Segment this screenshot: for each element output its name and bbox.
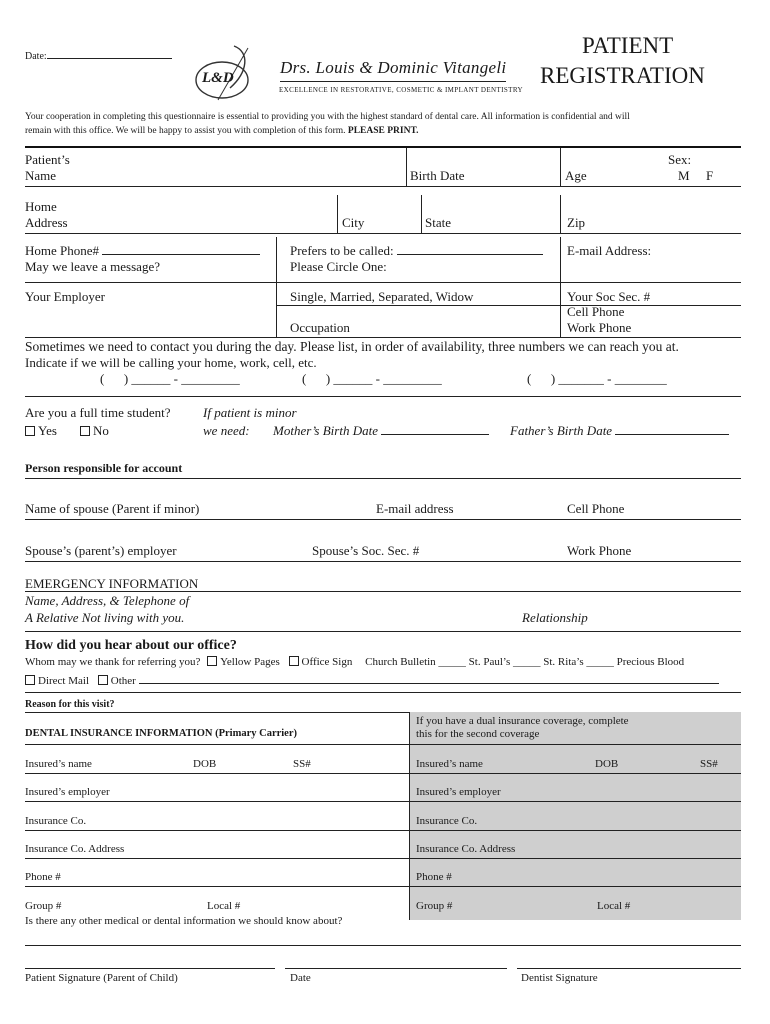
divider: [337, 195, 338, 233]
dentist-signature-line[interactable]: [517, 968, 741, 969]
student-no-option[interactable]: No: [80, 423, 109, 439]
date-signature-label: Date: [290, 972, 311, 984]
row-rule: [25, 396, 741, 397]
soc-sec-label: Your Soc Sec. #: [567, 289, 651, 304]
student-yes-option[interactable]: Yes: [25, 423, 57, 439]
row-rule: [25, 337, 741, 338]
referral-heading: How did you hear about our office?: [25, 638, 237, 653]
mother-birth-date-field[interactable]: [381, 423, 489, 435]
date-signature-line[interactable]: [285, 968, 507, 969]
city-label: City: [342, 215, 365, 230]
student-question: Are you a full time student?: [25, 405, 171, 420]
other-option[interactable]: Other: [98, 675, 136, 687]
spouse-name-label: Name of spouse (Parent if minor): [25, 501, 200, 516]
sex-option-m[interactable]: M: [678, 168, 690, 183]
sex-label: Sex:: [668, 152, 692, 167]
row-rule: [25, 773, 741, 774]
work-phone-label: Work Phone: [567, 320, 632, 335]
leave-message-label: May we leave a message?: [25, 259, 160, 274]
zip-label: Zip: [567, 215, 586, 230]
responsible-work-phone-label: Work Phone: [567, 543, 632, 558]
divider: [560, 195, 561, 233]
contact-instructions-line1: Sometimes we need to contact you during the day. Please list, in order of availability, three numbers we can reach you at.: [25, 339, 679, 354]
insured-employer-label-secondary: Insured’s employer: [416, 786, 501, 798]
insurance-co-label: Insurance Co.: [25, 815, 87, 827]
row-rule: [25, 744, 741, 745]
row-rule: [25, 233, 741, 234]
spouse-ss-label: Spouse’s Soc. Sec. #: [312, 543, 420, 558]
phone-label: Phone #: [25, 871, 61, 883]
other-medical-question: Is there any other medical or dental information we should know about?: [25, 915, 343, 927]
dentist-signature-label: Dentist Signature: [521, 972, 598, 984]
occupation-label: Occupation: [290, 320, 350, 335]
father-birth-date-field[interactable]: [615, 423, 729, 435]
phone-label-secondary: Phone #: [416, 871, 452, 883]
if-minor-label: If patient is minor: [203, 405, 297, 420]
contact-number-3[interactable]: ( ) _______ - ________: [527, 371, 667, 386]
row-rule: [25, 858, 741, 859]
row-rule: [25, 631, 741, 632]
office-sign-option[interactable]: Office Sign: [289, 656, 353, 668]
emergency-line1: Name, Address, & Telephone of: [25, 593, 190, 608]
row-rule: [25, 282, 741, 283]
yellow-pages-option[interactable]: Yellow Pages: [207, 656, 280, 668]
email-label: E-mail Address:: [567, 243, 652, 258]
group-label: Group #: [25, 900, 62, 912]
sex-option-f[interactable]: F: [706, 168, 714, 183]
direct-mail-checkbox-icon[interactable]: [25, 675, 35, 685]
logo-monogram: L&D: [202, 70, 234, 86]
insured-employer-label: Insured’s employer: [25, 786, 110, 798]
birth-date-label: Birth Date: [410, 168, 465, 183]
emergency-heading: EMERGENCY INFORMATION: [25, 576, 199, 591]
home-address-label: Home Address: [25, 199, 68, 230]
cell-phone-label: Cell Phone: [567, 304, 625, 319]
row-rule: [25, 692, 741, 693]
yes-checkbox-icon[interactable]: [25, 426, 35, 436]
emergency-line2: A Relative Not living with you.: [25, 610, 185, 625]
spouse-employer-label: Spouse’s (parent’s) employer: [25, 543, 177, 558]
yellow-pages-checkbox-icon[interactable]: [207, 656, 217, 666]
home-phone-label: Home Phone#: [25, 243, 260, 259]
patient-signature-line[interactable]: [25, 968, 275, 969]
father-birth-date-label: Father’s Birth Date: [510, 423, 729, 439]
church-options[interactable]: Church Bulletin _____ St. Paul’s _____ St. Rita’s _____ Precious Blood: [365, 656, 685, 668]
other-field[interactable]: [139, 672, 719, 684]
contact-instructions-line2: Indicate if we will be calling your home, work, cell, etc.: [25, 355, 317, 370]
other-checkbox-icon[interactable]: [98, 675, 108, 685]
responsible-email-label: E-mail address: [376, 501, 454, 516]
practice-name: Drs. Louis & Dominic Vitangeli: [280, 58, 507, 77]
other-medical-answer-line[interactable]: [25, 945, 741, 946]
divider: [560, 237, 561, 337]
intro-text-line2: remain with this office. We will be happy to assist you with completion of this form. PLEASE PRINT.: [25, 126, 419, 136]
divider: [406, 148, 407, 186]
insured-name-label-secondary: Insured’s name: [416, 758, 483, 770]
practice-name-underline: [280, 81, 506, 82]
employer-label: Your Employer: [25, 289, 105, 304]
contact-number-1[interactable]: ( ) ______ - _________: [100, 371, 240, 386]
dual-coverage-note-line2: this for the second coverage: [416, 728, 540, 740]
visit-reason-label: Reason for this visit?: [25, 699, 115, 710]
practice-tagline: EXCELLENCE IN RESTORATIVE, COSMETIC & IMPLANT DENTISTRY: [279, 86, 523, 94]
insurance-co-label-secondary: Insurance Co.: [416, 815, 478, 827]
row-rule: [25, 561, 741, 562]
row-rule: [25, 830, 741, 831]
group-label-secondary: Group #: [416, 900, 453, 912]
contact-number-2[interactable]: ( ) ______ - _________: [302, 371, 442, 386]
insurance-address-label-secondary: Insurance Co. Address: [416, 843, 516, 855]
dob-label-secondary: DOB: [595, 758, 619, 770]
page-title-line2: REGISTRATION: [540, 63, 705, 88]
row-rule: [25, 519, 741, 520]
patient-section-top-rule: [25, 146, 741, 148]
practice-logo: [188, 42, 260, 104]
date-label: Date:: [25, 47, 172, 62]
state-label: State: [425, 215, 451, 230]
mother-birth-date-label: Mother’s Birth Date: [273, 423, 489, 439]
patient-signature-label: Patient Signature (Parent of Child): [25, 972, 178, 984]
insured-name-label: Insured’s name: [25, 758, 92, 770]
row-rule: [25, 186, 741, 187]
row-rule: [25, 591, 741, 592]
row-rule: [25, 801, 741, 802]
referral-options-line1: Whom may we thank for referring you? Yellow Pages Office Sign Church Bulletin _____ St. Paul’s _____ St. Rita’s _____ Precious Blood: [25, 656, 685, 668]
local-label-secondary: Local #: [597, 900, 631, 912]
divider: [276, 237, 277, 337]
primary-insurance-heading: DENTAL INSURANCE INFORMATION (Primary Carrier): [25, 728, 297, 739]
responsible-heading: Person responsible for account: [25, 461, 183, 475]
we-need-label: we need:: [203, 423, 250, 438]
intro-text-line1: Your cooperation in completing this questionnaire is essential to providing you with the highest standard of dental care. All information is confidential and will: [25, 112, 630, 122]
home-phone-field[interactable]: [102, 243, 260, 255]
ss-label: SS#: [293, 758, 311, 770]
dob-label: DOB: [193, 758, 217, 770]
direct-mail-option[interactable]: Direct Mail: [25, 675, 89, 687]
local-label: Local #: [207, 900, 241, 912]
prefers-label: Prefers to be called:: [290, 243, 543, 259]
age-label: Age: [565, 168, 587, 183]
office-sign-checkbox-icon[interactable]: [289, 656, 299, 666]
marital-status-options[interactable]: Single, Married, Separated, Widow: [290, 289, 474, 304]
row-rule: [25, 478, 741, 479]
prefers-field[interactable]: [397, 243, 543, 255]
no-checkbox-icon[interactable]: [80, 426, 90, 436]
responsible-cell-label: Cell Phone: [567, 501, 625, 516]
divider: [421, 195, 422, 233]
insurance-address-label: Insurance Co. Address: [25, 843, 125, 855]
ss-label-secondary: SS#: [700, 758, 718, 770]
circle-one-label: Please Circle One:: [290, 259, 387, 274]
dual-coverage-note-line1: If you have a dual insurance coverage, complete: [416, 715, 629, 727]
patient-name-label: Patient’s Name: [25, 152, 70, 183]
relationship-label: Relationship: [522, 610, 588, 625]
row-rule: [25, 886, 741, 887]
date-field[interactable]: [47, 47, 172, 59]
divider: [560, 148, 561, 186]
rule: [276, 305, 741, 306]
referral-options-line2: [25, 672, 719, 687]
page-title-line1: PATIENT: [582, 33, 674, 58]
